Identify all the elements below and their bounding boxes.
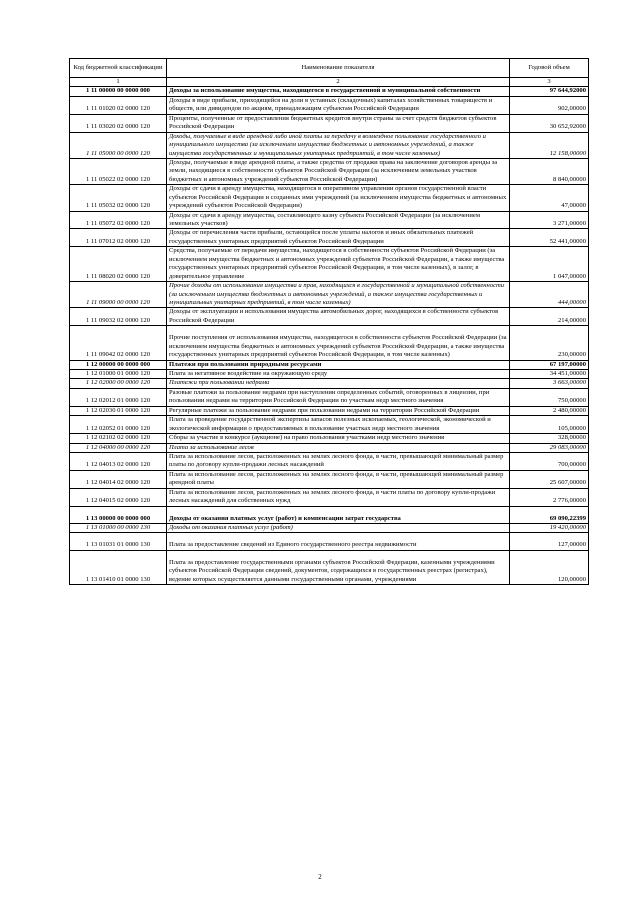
budget-revenue-table xyxy=(69,58,589,585)
row-code: 1 13 01031 01 0000 130 xyxy=(70,533,167,550)
row-name: Доходы за использование имущества, находящегося в государственной и муниципальной собственности xyxy=(167,87,510,96)
row-value: 105,00000 xyxy=(510,416,589,434)
row-value: 2 776,00000 xyxy=(510,488,589,506)
table-row xyxy=(70,506,589,523)
row-code: 1 11 05032 02 0000 120 xyxy=(70,185,167,211)
row-value: 230,00000 xyxy=(510,326,589,360)
row-code: 1 12 02000 00 0000 120 xyxy=(70,379,167,388)
row-value: 34 451,00000 xyxy=(510,370,589,379)
row-code: 1 12 04000 00 0000 120 xyxy=(70,443,167,452)
row-value: 12 158,00000 xyxy=(510,132,589,158)
row-name: Доходы от эксплуатации и использования имущества автомобильных дорог, находящихся в собственности субъектов Российской Федерации xyxy=(167,308,510,326)
row-code: 1 12 02030 01 0000 120 xyxy=(70,406,167,415)
table-row xyxy=(70,87,589,96)
row-code: 1 11 03020 02 0000 120 xyxy=(70,114,167,132)
row-name: Доходы от оказания платных услуг (работ) и компенсации затрат государства xyxy=(167,506,510,523)
row-code: 1 11 05072 02 0000 120 xyxy=(70,211,167,229)
table-row xyxy=(70,308,589,326)
row-value: 25 607,00000 xyxy=(510,470,589,488)
row-name: Платежи при пользовании недрами xyxy=(167,379,510,388)
table-row xyxy=(70,326,589,360)
table-row xyxy=(70,533,589,550)
table-row xyxy=(70,132,589,158)
row-code: 1 12 04013 02 0000 120 xyxy=(70,452,167,470)
table-row xyxy=(70,434,589,443)
header-code-column: Код бюджетной классификации xyxy=(70,59,167,78)
row-value: 8 840,00000 xyxy=(510,158,589,184)
row-code: 1 13 01410 01 0000 130 xyxy=(70,550,167,584)
table-row xyxy=(70,416,589,434)
table-row xyxy=(70,388,589,406)
table-row xyxy=(70,443,589,452)
row-code: 1 11 09000 00 0000 120 xyxy=(70,282,167,308)
row-name: Разовые платежи за пользование недрами при наступлении определенных событий, оговоренных в лицензии, при пользовании недрами на территории Российской Федерации по участкам недр местного значения xyxy=(167,388,510,406)
row-value: 328,00000 xyxy=(510,434,589,443)
row-name: Плата за использование лесов, расположенных на землях лесного фонда, в части платы по договору купли-продажи лесных насаждений для собственных нужд xyxy=(167,488,510,506)
table-row xyxy=(70,550,589,584)
row-code: 1 11 00000 00 0000 000 xyxy=(70,87,167,96)
row-value: 750,00000 xyxy=(510,388,589,406)
row-name: Сборы за участие в конкурсе (аукционе) на право пользования участками недр местного значения xyxy=(167,434,510,443)
row-value: 120,00000 xyxy=(510,550,589,584)
row-code: 1 12 00000 00 0000 000 xyxy=(70,360,167,369)
row-name: Плата за использование лесов, расположенных на землях лесного фонда, в части, превышающей минимальный размер арендной платы xyxy=(167,470,510,488)
table-row xyxy=(70,379,589,388)
row-code: 1 12 01000 01 0000 120 xyxy=(70,370,167,379)
row-value: 3 663,00000 xyxy=(510,379,589,388)
row-name: Плата за предоставление сведений из Единого государственного реестра недвижимости xyxy=(167,533,510,550)
table-row xyxy=(70,370,589,379)
table-body xyxy=(70,87,589,585)
row-code: 1 11 05000 00 0000 120 xyxy=(70,132,167,158)
column-number-row xyxy=(70,78,589,87)
table-row xyxy=(70,158,589,184)
table-row xyxy=(70,524,589,533)
row-name: Плата за проведение государственной экспертизы запасов полезных ископаемых, геологической, экономической и экологической информации о предоставляемых в пользование участках недр местного значения xyxy=(167,416,510,434)
row-name: Проценты, полученные от предоставления бюджетных кредитов внутри страны за счет средств бюджетов субъектов Российской Федерации xyxy=(167,114,510,132)
row-name: Доходы от оказания платных услуг (работ) xyxy=(167,524,510,533)
row-name: Доходы от перечисления части прибыли, остающейся после уплаты налогов и иных обязательных платежей государственных унитарных предприятий субъектов Российской Федерации xyxy=(167,229,510,247)
row-name: Плата за негативное воздействие на окружающую среду xyxy=(167,370,510,379)
row-value: 47,00000 xyxy=(510,185,589,211)
row-value: 902,00000 xyxy=(510,96,589,114)
row-code: 1 12 02012 01 0000 120 xyxy=(70,388,167,406)
row-value: 29 083,00000 xyxy=(510,443,589,452)
row-name: Плата за предоставление государственными органами субъектов Российской Федерации, казенными учреждениями субъектов Российской Федерации сведений, документов, содержащихся в государственных реестрах (регистрах), ведение которых осуществляется данными государственными органами, учреждениями xyxy=(167,550,510,584)
page-number: 2 xyxy=(318,873,322,881)
table-row xyxy=(70,247,589,282)
row-value: 3 271,00000 xyxy=(510,211,589,229)
row-name: Доходы от сдачи в аренду имущества, составляющего казну субъекта Российской Федерации (за исключением земельных участков) xyxy=(167,211,510,229)
row-code: 1 11 09032 02 0000 120 xyxy=(70,308,167,326)
table-row xyxy=(70,96,589,114)
row-code: 1 13 00000 00 0000 000 xyxy=(70,506,167,523)
header-name-column: Наименование показателя xyxy=(167,59,510,78)
row-value: 97 644,92000 xyxy=(510,87,589,96)
row-value: 700,00000 xyxy=(510,452,589,470)
row-code: 1 12 04015 02 0000 120 xyxy=(70,488,167,506)
row-code: 1 13 01000 00 0000 130 xyxy=(70,524,167,533)
row-value: 30 652,92000 xyxy=(510,114,589,132)
table-row xyxy=(70,406,589,415)
row-code: 1 11 05022 02 0000 120 xyxy=(70,158,167,184)
row-value: 1 047,00000 xyxy=(510,247,589,282)
row-name: Платежи при пользовании природными ресурсами xyxy=(167,360,510,369)
table-row xyxy=(70,470,589,488)
row-name: Регулярные платежи за пользование недрами при пользовании недрами на территории Российской Федерации xyxy=(167,406,510,415)
row-name: Доходы в виде прибыли, приходящейся на доли в уставных (складочных) капиталах хозяйственных товариществ и обществ, или дивидендов по акциям, принадлежащим субъектам Российской Федерации xyxy=(167,96,510,114)
table-row xyxy=(70,452,589,470)
row-code: 1 11 09042 02 0000 120 xyxy=(70,326,167,360)
row-value: 2 480,00000 xyxy=(510,406,589,415)
row-code: 1 11 01020 02 0000 120 xyxy=(70,96,167,114)
table-header-row xyxy=(70,59,589,78)
row-value: 19 420,00000 xyxy=(510,524,589,533)
table-row xyxy=(70,114,589,132)
row-value: 69 090,22399 xyxy=(510,506,589,523)
row-code: 1 12 02052 01 0000 120 xyxy=(70,416,167,434)
row-value: 444,00000 xyxy=(510,282,589,308)
row-name: Прочие поступления от использования имущества, находящегося в собственности субъектов Российской Федерации (за исключением имущества бюджетных и автономных учреждений субъектов Российской Федерации, а также имущества государственных унитарных предприятий субъектов Российской Федерации, в том числе казенных) xyxy=(167,326,510,360)
row-code: 1 12 04014 02 0000 120 xyxy=(70,470,167,488)
row-name: Доходы, получаемые в виде арендной либо иной платы за передачу в возмездное пользование государственного и муниципального имущества (за исключением имущества бюджетных и автономных учреждений, а также имущества государственных и муниципальных унитарных предприятий, в том числе казенных) xyxy=(167,132,510,158)
row-value: 214,00000 xyxy=(510,308,589,326)
column-number-3: 3 xyxy=(510,78,589,87)
table-row xyxy=(70,282,589,308)
row-name: Прочие доходы от использования имущества и прав, находящихся в государственной и муниципальной собственности (за исключением имущества бюджетных и автономных учреждений, а также имущества государственных и муниципальных унитарных предприятий, в том числе казенных) xyxy=(167,282,510,308)
row-name: Плата за использование лесов, расположенных на землях лесного фонда, в части, превышающей минимальный размер платы по договору купли-продажи лесных насаждений xyxy=(167,452,510,470)
row-name: Доходы от сдачи в аренду имущества, находящегося в оперативном управлении органов государственной власти субъектов Российской Федерации и созданных ими учреждений (за исключением имущества бюджетных и автономных учреждений субъектов Российской Федерации) xyxy=(167,185,510,211)
table-row xyxy=(70,185,589,211)
row-code: 1 11 08020 02 0000 120 xyxy=(70,247,167,282)
row-code: 1 12 02102 02 0000 120 xyxy=(70,434,167,443)
row-name: Плата за использование лесов xyxy=(167,443,510,452)
header-value-column: Годовой объем xyxy=(510,59,589,78)
table-row xyxy=(70,360,589,369)
table-row xyxy=(70,229,589,247)
row-name: Доходы, получаемые в виде арендной платы, а также средства от продажи права на заключение договоров аренды за земли, находящиеся в собственности субъектов Российской Федерации (за исключением земельных участков бюджетных и автономных учреждений субъектов Российской Федерации) xyxy=(167,158,510,184)
row-code: 1 11 07012 02 0000 120 xyxy=(70,229,167,247)
row-value: 127,00000 xyxy=(510,533,589,550)
table-row xyxy=(70,211,589,229)
column-number-1: 1 xyxy=(70,78,167,87)
column-number-2: 2 xyxy=(167,78,510,87)
table-row xyxy=(70,488,589,506)
row-name: Средства, получаемые от передачи имущества, находящегося в собственности субъектов Российской Федерации (за исключением имущества бюджетных и автономных учреждений субъектов Российской Федерации, а также имущества государственных унитарных предприятий субъектов Российской Федерации, в том числе казенных), в залог, в доверительное управление xyxy=(167,247,510,282)
row-value: 52 441,00000 xyxy=(510,229,589,247)
row-value: 67 197,00000 xyxy=(510,360,589,369)
